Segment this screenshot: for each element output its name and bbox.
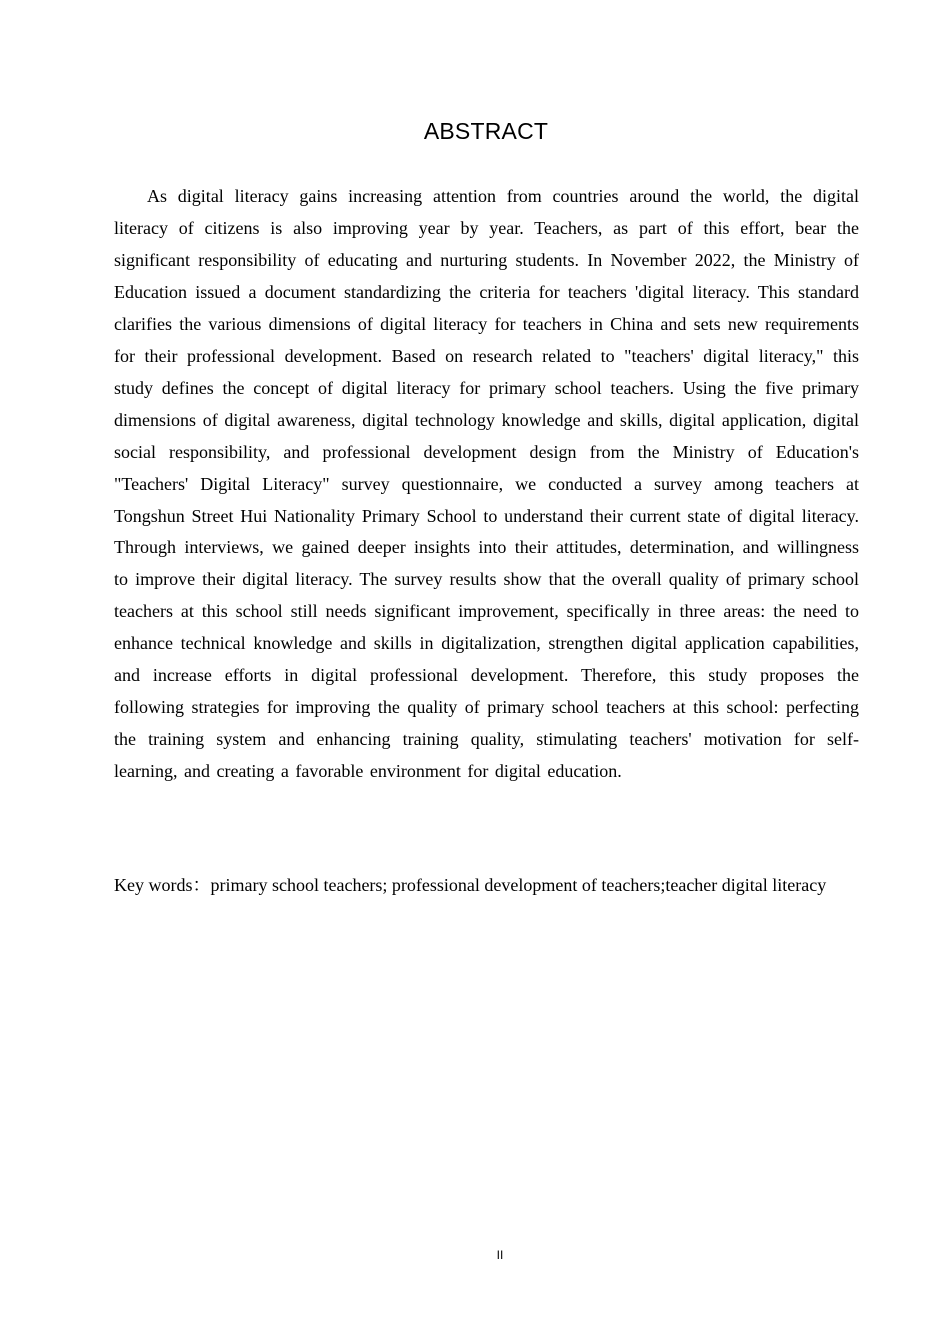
- abstract-paragraph: As digital literacy gains increasing attention from countries around the world, the digital literacy of citizens is also improving year by year. Teachers, as part of this effort, bear the significant responsibility of educating and nurturing students. In November 2022, the Ministry of Education issued a document standardizing the criteria for teachers 'digital literacy. This standard clarifies the various dimensions of digital literacy for teachers in China and sets new requirements for their professional development. Based on research related to "teachers' digital literacy," this study defines the concept of digital literacy for primary school teachers. Using the five primary dimensions of digital awareness, digital technology knowledge and skills, digital application, digital social responsibility, and professional development design from the Ministry of Education's "Teachers' Digital Literacy" survey questionnaire, we conducted a survey among teachers at Tongshun Street Hui Nationality Primary School to understand their current state of digital literacy. Through interviews, we gained deeper insights into their attitudes, determination, and willingness to improve their digital literacy. The survey results show that the overall quality of primary school teachers at this school still needs significant improvement, specifically in three areas: the need to enhance technical knowledge and skills in digitalization, strengthen digital application capabilities, and increase efforts in digital professional development. Therefore, this study proposes the following strategies for improving the quality of primary school teachers at this school: perfecting the training system and enhancing training quality, stimulating teachers' motivation for self-learning, and creating a favorable environment for digital education.: [114, 186, 859, 782]
- keywords-paragraph: [114, 870, 859, 902]
- keywords-text: primary school teachers; professional development of teachers;teacher digital literacy: [210, 875, 827, 895]
- page-title: ABSTRACT: [423, 118, 549, 144]
- keywords-label: Key words：: [114, 875, 211, 895]
- page-number: II: [496, 1248, 504, 1262]
